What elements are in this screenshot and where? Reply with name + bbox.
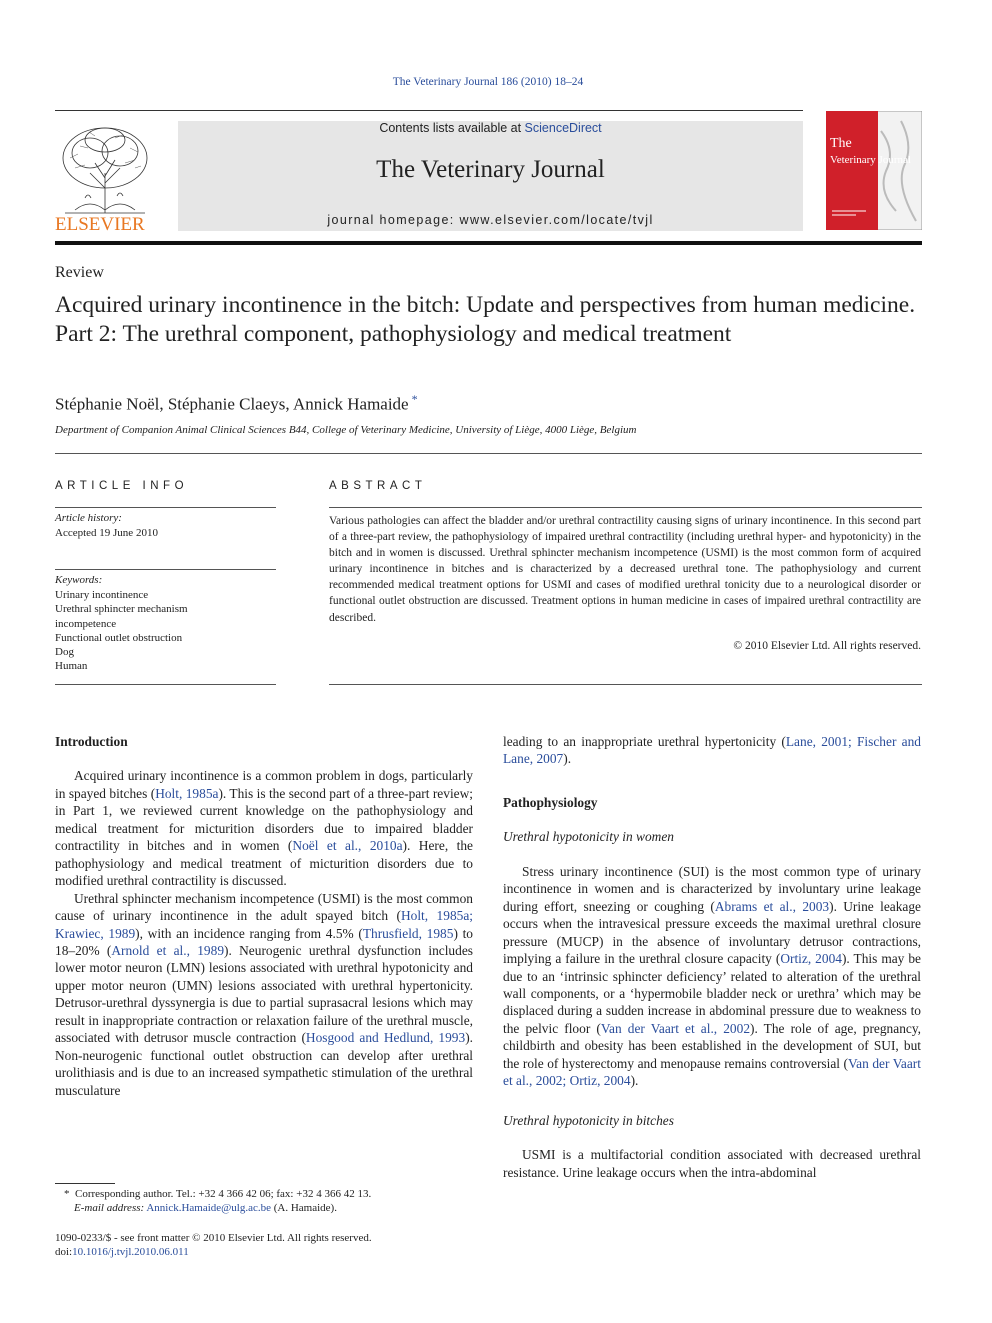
text-run: ). This is the second part of a three-part review; in Part 1, we reviewed current knowledge on the pathophysiology and medical treatment for micturition disorders due to impaired bladder contractility in bitches and in women ( [55,785,473,854]
spacer [55,750,473,767]
text-run: Acquired urinary incontinence is a common problem in dogs, particularly in spayed bitches ( [55,768,473,801]
journal-cover-icon [826,111,922,230]
email-link[interactable]: Annick.Hamaide@ulg.ac.be [146,1202,271,1215]
paragraph [503,863,921,1090]
citation-link[interactable]: Hosgood and Hedlund, 1993 [305,1030,466,1046]
paragraph [55,890,473,1099]
spacer [503,1129,921,1146]
history-value: Accepted 19 June 2010 [55,527,158,539]
text-run: ). This may be due to an ‘intrinsic sphincter deficiency’ related to alteration of the urethral wall components, or a ‘hypermobile bladder neck or urethra’ which may be displaced during a sudden increase in abdominal pressure due to weakness to the pelvic floor ( [503,951,922,1036]
header-divider [55,110,803,111]
section-heading-pathophysiology: Pathophysiology [503,794,598,810]
article-info-divider [55,569,276,570]
sciencedirect-link[interactable]: ScienceDirect [524,121,602,135]
paragraph [503,1146,921,1181]
text-run: leading to an inappropriate urethral hypertonicity ( [503,734,786,749]
corresponding-text: Corresponding author. Tel.: +32 4 366 42 06; fax: +32 4 366 42 13. [75,1188,372,1200]
history-label: Article history: [55,512,122,524]
text-run: ) to 18–20% ( [55,925,473,958]
affiliation-divider [55,453,922,454]
cover-title-2: Veterinary Journal [830,154,911,166]
journal-citation[interactable]: The Veterinary Journal 186 (2010) 18–24 [392,76,584,88]
text-run: ). [630,1073,639,1089]
keywords-list [55,588,275,674]
doi-link[interactable]: 10.1016/j.tvjl.2010.06.011 [72,1246,189,1259]
keyword: Urinary incontinence [55,589,149,601]
citation-link[interactable]: Abrams et al., 2003 [714,898,830,914]
keyword: Urethral sphincter mechanism [55,603,188,616]
spacer [503,846,921,863]
bottom-info [55,1231,372,1260]
body-right-column [503,733,921,1181]
footnote [55,1187,475,1216]
text-run: ). Non-neurogenic functional outlet obstruction can develop after urethral urolithiasis and is due to an increased sympathetic stimulation of the urethral musculature [55,1030,473,1098]
spacer [503,811,921,828]
elsevier-logo[interactable] [55,118,155,233]
keyword: incompetence [55,617,117,630]
affiliation: Department of Companion Animal Clinical Sciences B44, College of Veterinary Medicine, University of Liège, 4000 Liège, Belgium [55,424,637,436]
footnote-divider [55,1183,115,1184]
text-run: ). Urine leakage occurs when the intravesical pressure exceeds the maximal urethral closure pressure (MUCP) in the absence of involuntary detrusor contractions, implying a failure in the urethral closure capacity ( [503,898,921,967]
citation-link[interactable]: Ortiz, 2004 [780,951,842,967]
citation-link[interactable]: Thrusfield, 1985 [362,925,454,941]
abstract-heading: ABSTRACT [329,480,427,492]
article-info-divider [55,684,276,685]
keyword: Human [55,660,88,673]
paragraph [55,767,473,889]
abstract-divider [329,684,922,685]
body-left-column [55,733,473,1099]
abstract-text: Various pathologies can affect the bladder and/or urethral contractility causing signs of urinary incontinence. In this second part of a three-part review, the pathophysiology of impaired urethral contractility (including urethral hyper- and hypotonicity) in the bitch and in women is discussed. Urethral sphincter mechanism incompetence (USMI) is the most common form of acquired urinary incontinence in bitches and is characterized by a decreased urethral tone. The pathophysiology and current recommended medical treatment options for USMI and cases of modified urethral tonicity due to a neurological disorder or functional outlet obstruction are discussed. Treatment options in human medicine in cases of impaired urethral contractility are described. [329,515,921,624]
footnote-corresponding [55,1187,475,1201]
keyword: Dog [55,646,74,659]
article-info-divider [55,507,276,508]
text-run: USMI is a multifactorial condition associated with decreased urethral resistance. Urine leakage occurs when the intra-abdominal [503,1147,921,1180]
subsection-heading: Urethral hypotonicity in bitches [503,1112,674,1128]
cover-title-1: The [830,136,852,151]
article-type: Review [55,264,104,281]
paragraph-continued [503,733,921,768]
citation-link[interactable]: Arnold et al., 1989 [111,942,225,958]
journal-name: The Veterinary Journal [376,156,605,183]
footnote-mark: * [64,1188,70,1200]
text-run: ), with an incidence ranging from 4.5% ( [135,925,363,941]
citation-link[interactable]: Noël et al., 2010a [292,838,403,854]
footnote-email-line [55,1201,475,1215]
subsection-heading: Urethral hypotonicity in women [503,829,674,845]
keywords-label: Keywords: [55,574,103,586]
doi-line [55,1245,372,1259]
abstract-copyright: © 2010 Elsevier Ltd. All rights reserved. [733,640,921,652]
spacer [503,1090,921,1112]
authors-text: Stéphanie Noël, Stéphanie Claeys, Annick Hamaide [55,394,409,414]
publisher-name: ELSEVIER [55,214,145,233]
citation-link[interactable]: Holt, 1985a [155,785,219,801]
spacer [503,768,921,794]
email-label: E-mail address: [74,1202,145,1215]
article-info-heading: ARTICLE INFO [55,480,189,492]
citation-link[interactable]: Van der Vaart et al., 2002 [600,1020,751,1036]
author-list [55,392,418,415]
journal-cover-image[interactable] [826,111,922,230]
contents-prefix: Contents lists available at [379,121,525,135]
text-run: ). [563,751,572,767]
citation-link[interactable]: Holt, 1985a; Krawiec, 1989 [55,908,473,941]
journal-homepage[interactable]: journal homepage: www.elsevier.com/locate/tvjl [327,213,654,227]
email-suffix: (A. Hamaide). [273,1202,337,1215]
corresponding-author-mark[interactable]: * [411,392,418,406]
citation-link[interactable]: Lane, 2001; Fischer and Lane, 2007 [503,734,921,767]
header-thick-divider [55,241,922,245]
issn-line: 1090-0233/$ - see front matter © 2010 Elsevier Ltd. All rights reserved. [55,1232,372,1244]
text-run: ). The role of age, pregnancy, childbirth and obesity has been established in the development of SUI, but the role of hysterectomy and menopause remains controversial ( [503,1020,922,1071]
doi-label: doi: [55,1246,73,1259]
article-title: Acquired urinary incontinence in the bitch: Update and perspectives from human medicine. Part 2: The urethral component, pathophysiology and medical treatment [55,292,916,347]
text-run: ). Here, the pathophysiology and medical treatment of micturition disorders due to modified urethral contractility is discussed. [55,838,473,889]
contents-line [178,121,803,135]
abstract-divider [329,507,922,508]
elsevier-tree-icon [55,118,155,233]
citation-link[interactable]: Van der Vaart et al., 2002; Ortiz, 2004 [503,1055,921,1089]
text-run: Urethral sphincter mechanism incompetence (USMI) is the most common cause of urinary incontinence in the adult spayed bitch ( [55,890,473,924]
text-run: Stress urinary incontinence (SUI) is the most common type of urinary incontinence in women and is characterized by involuntary urine leakage during effort, sneezing or coughing ( [503,863,921,914]
section-heading-introduction: Introduction [55,734,128,749]
text-run: ). Neurogenic urethral dysfunction includes lower motor neuron (LMN) lesions associated with urethral hypotonicity and upper motor neuron (UMN) lesions associated with urethral hypertonicity. Detrusor-urethral dyssynergia is due to partial suprasacral lesions which may result in inappropriate contraction or relaxation failure of the urethral muscle, associated with detrusor muscle contraction ( [55,942,473,1046]
keyword: Functional outlet obstruction [55,631,183,644]
